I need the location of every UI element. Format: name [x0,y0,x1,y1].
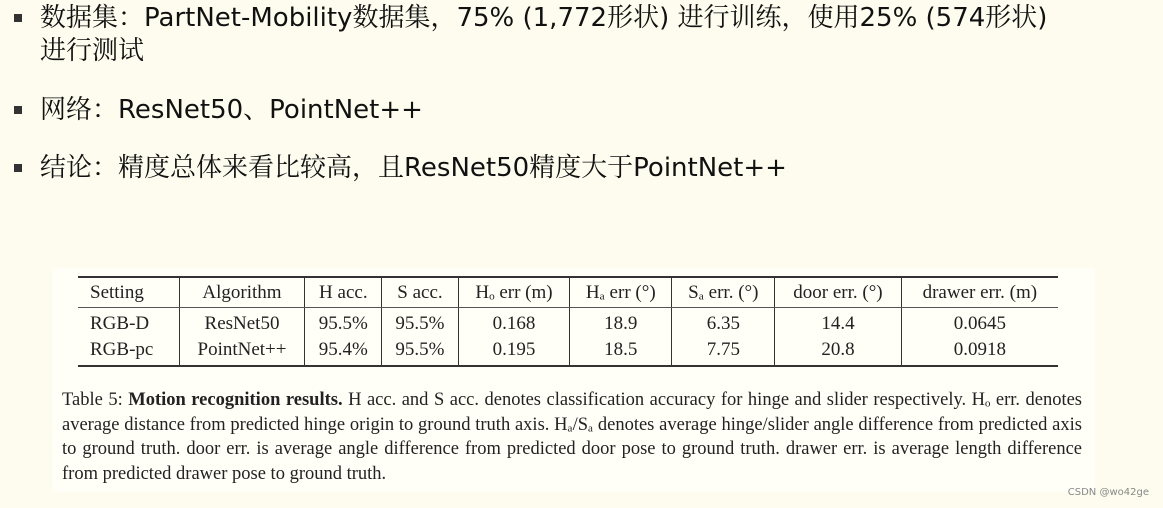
table-figure [52,268,1095,492]
cell: 7.75 [672,337,775,366]
bullet-text-cont: 进行测试 [40,36,145,66]
watermark: CSDN @wo42ge [1067,487,1149,498]
table-caption [62,388,1082,486]
header-cell: Hₐ err (°) [570,277,672,308]
caption-label: Table 5: [62,390,123,410]
cell: ResNet50 [179,308,305,338]
bullet-icon [14,106,22,114]
header-cell: S acc. [382,277,459,308]
cell: 95.5% [382,337,459,366]
cell: 18.9 [570,308,672,338]
header-cell: door err. (°) [775,277,901,308]
caption-body: H acc. and S acc. denotes classification accuracy for hinge and slider respectively. Hₒ err. denotes average distance from predicted hinge origin to ground truth axis. Hₐ/Sₐ denotes average hinge/slider angle difference from predicted axis to ground truth. door err. is average angle difference from predicted door pose to ground truth. drawer err. is average length difference from predicted drawer pose to ground truth. [62,390,1083,484]
cell: 14.4 [775,308,901,338]
header-cell: drawer err. (m) [901,277,1058,308]
bullet-text: 网络：ResNet50、PointNet++ [40,95,423,125]
cell: 95.5% [382,308,459,338]
header-cell: Algorithm [179,277,305,308]
caption-title: Motion recognition results. [128,390,343,410]
table-row [78,308,1058,338]
cell: 20.8 [775,337,901,366]
bullet-text: 数据集：PartNet-Mobility数据集，75% (1,772形状) 进行训练，使用25% (574形状) [40,3,1048,33]
header-cell: Sₐ err. (°) [672,277,775,308]
cell: 0.0645 [901,308,1058,338]
header-cell: Setting [78,277,179,308]
header-cell: H acc. [305,277,382,308]
table-header-row [78,277,1058,308]
cell: 0.0918 [901,337,1058,366]
bullet-text: 结论：精度总体来看比较高，且ResNet50精度大于PointNet++ [40,153,787,183]
header-cell: Hₒ err (m) [458,277,569,308]
bullet-icon [14,164,22,172]
cell: 6.35 [672,308,775,338]
cell: PointNet++ [179,337,305,366]
cell: 0.168 [458,308,569,338]
cell: 95.5% [305,308,382,338]
cell: 0.195 [458,337,569,366]
bullet-icon [14,14,22,22]
cell: RGB-pc [90,339,154,360]
cell: 95.4% [305,337,382,366]
table-row [78,337,1058,366]
results-table [78,276,1058,367]
cell: RGB-D [90,313,150,334]
cell: 18.5 [570,337,672,366]
